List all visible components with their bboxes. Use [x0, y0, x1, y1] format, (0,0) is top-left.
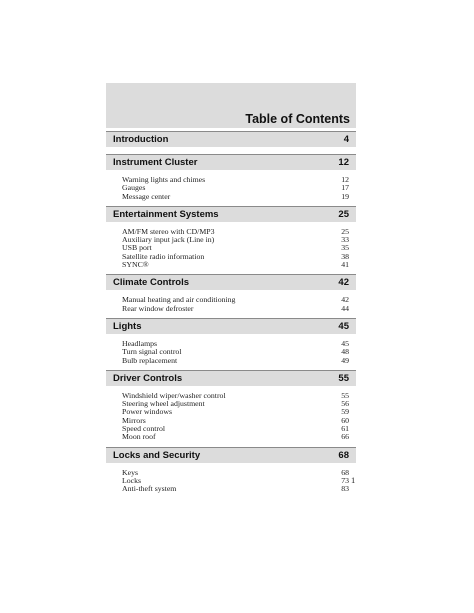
entry-page: 68: [341, 467, 349, 477]
section-page: 45: [338, 320, 349, 332]
section-items: [106, 386, 356, 444]
toc-header: [106, 83, 356, 128]
table-of-contents: [106, 83, 356, 496]
toc-section: [106, 206, 356, 271]
toc-entry[interactable]: [122, 425, 349, 433]
entry-page: 56: [341, 399, 349, 409]
entry-page: 33: [341, 235, 349, 245]
entry-page: 19: [341, 191, 349, 201]
section-heading[interactable]: [106, 131, 356, 147]
entry-label: Keys: [122, 467, 139, 477]
section-page: 68: [338, 449, 349, 461]
section-heading[interactable]: [106, 154, 356, 170]
entry-label: Warning lights and chimes: [122, 175, 206, 184]
entry-label: Speed control: [122, 424, 166, 434]
entry-label: USB port: [122, 243, 152, 253]
entry-page: 45: [341, 338, 349, 348]
entry-page: 12: [341, 175, 349, 184]
toc-entry[interactable]: [122, 261, 349, 269]
entry-label: Manual heating and air conditioning: [122, 295, 236, 305]
toc-entry[interactable]: [122, 193, 349, 201]
section-page: 4: [343, 134, 349, 145]
entry-label: Mirrors: [122, 415, 146, 425]
section-heading[interactable]: [106, 274, 356, 290]
entry-label: Auxiliary input jack (Line in): [122, 235, 215, 245]
entry-label: Windshield wiper/washer control: [122, 390, 226, 400]
entry-label: Headlamps: [122, 338, 158, 348]
entry-page: 17: [341, 183, 349, 193]
entry-label: Bulb replacement: [122, 355, 178, 365]
section-page: 25: [338, 208, 349, 220]
entry-page: 59: [341, 407, 349, 417]
toc-entry[interactable]: [122, 469, 349, 477]
entry-label: SYNC®: [122, 260, 149, 270]
entry-page: 44: [341, 303, 349, 313]
section-page: 42: [338, 277, 349, 289]
section-items: [106, 222, 356, 271]
page-number: 1: [351, 475, 356, 485]
toc-section: [106, 274, 356, 315]
entry-label: Steering wheel adjustment: [122, 399, 205, 409]
toc-entry[interactable]: [122, 253, 349, 261]
toc-entry[interactable]: [122, 485, 349, 493]
entry-label: Rear window defroster: [122, 303, 194, 313]
entry-page: 61: [341, 424, 349, 434]
entry-label: Anti-theft system: [122, 484, 177, 494]
section-title: Driver Controls: [113, 372, 183, 384]
section-page: 55: [338, 372, 349, 384]
section-heading[interactable]: [106, 206, 356, 222]
entry-label: Moon roof: [122, 432, 156, 442]
toc-sections: [106, 131, 356, 496]
entry-page: 48: [341, 347, 349, 357]
entry-page: 83: [341, 484, 349, 494]
entry-page: 42: [341, 295, 349, 305]
section-title: Locks and Security: [113, 449, 201, 461]
page-title: Table of Contents: [245, 112, 350, 126]
section-heading[interactable]: [106, 370, 356, 386]
entry-page: 25: [341, 226, 349, 236]
entry-page: 55: [341, 390, 349, 400]
section-page: 12: [338, 157, 349, 168]
entry-page: 73: [341, 475, 349, 485]
section-title: Introduction: [113, 134, 169, 145]
section-heading[interactable]: [106, 318, 356, 334]
entry-label: Turn signal control: [122, 347, 182, 357]
toc-section: [106, 318, 356, 367]
section-items: [106, 334, 356, 367]
entry-label: Gauges: [122, 183, 146, 193]
section-title: Instrument Cluster: [113, 157, 198, 168]
toc-entry[interactable]: [122, 357, 349, 365]
entry-label: AM/FM stereo with CD/MP3: [122, 226, 215, 236]
toc-entry[interactable]: [122, 305, 349, 313]
section-items: [106, 290, 356, 315]
entry-page: 38: [341, 251, 349, 261]
section-title: Lights: [113, 320, 142, 332]
section-title: Entertainment Systems: [113, 208, 219, 220]
toc-section: [106, 131, 356, 151]
toc-section: [106, 447, 356, 496]
toc-entry[interactable]: [122, 408, 349, 416]
toc-entry[interactable]: [122, 176, 349, 184]
entry-label: Power windows: [122, 407, 173, 417]
spacer: [106, 147, 356, 151]
entry-label: Message center: [122, 191, 171, 201]
entry-page: 35: [341, 243, 349, 253]
toc-section: [106, 370, 356, 444]
toc-section: [106, 154, 356, 203]
entry-label: Satellite radio information: [122, 251, 205, 261]
section-heading[interactable]: [106, 447, 356, 463]
entry-page: 49: [341, 355, 349, 365]
toc-entry[interactable]: [122, 433, 349, 441]
entry-label: Locks: [122, 475, 142, 485]
section-items: [106, 463, 356, 496]
section-title: Climate Controls: [113, 277, 190, 289]
section-items: [106, 170, 356, 203]
entry-page: 41: [341, 260, 349, 270]
entry-page: 66: [341, 432, 349, 442]
toc-entry[interactable]: [122, 236, 349, 244]
entry-page: 60: [341, 415, 349, 425]
